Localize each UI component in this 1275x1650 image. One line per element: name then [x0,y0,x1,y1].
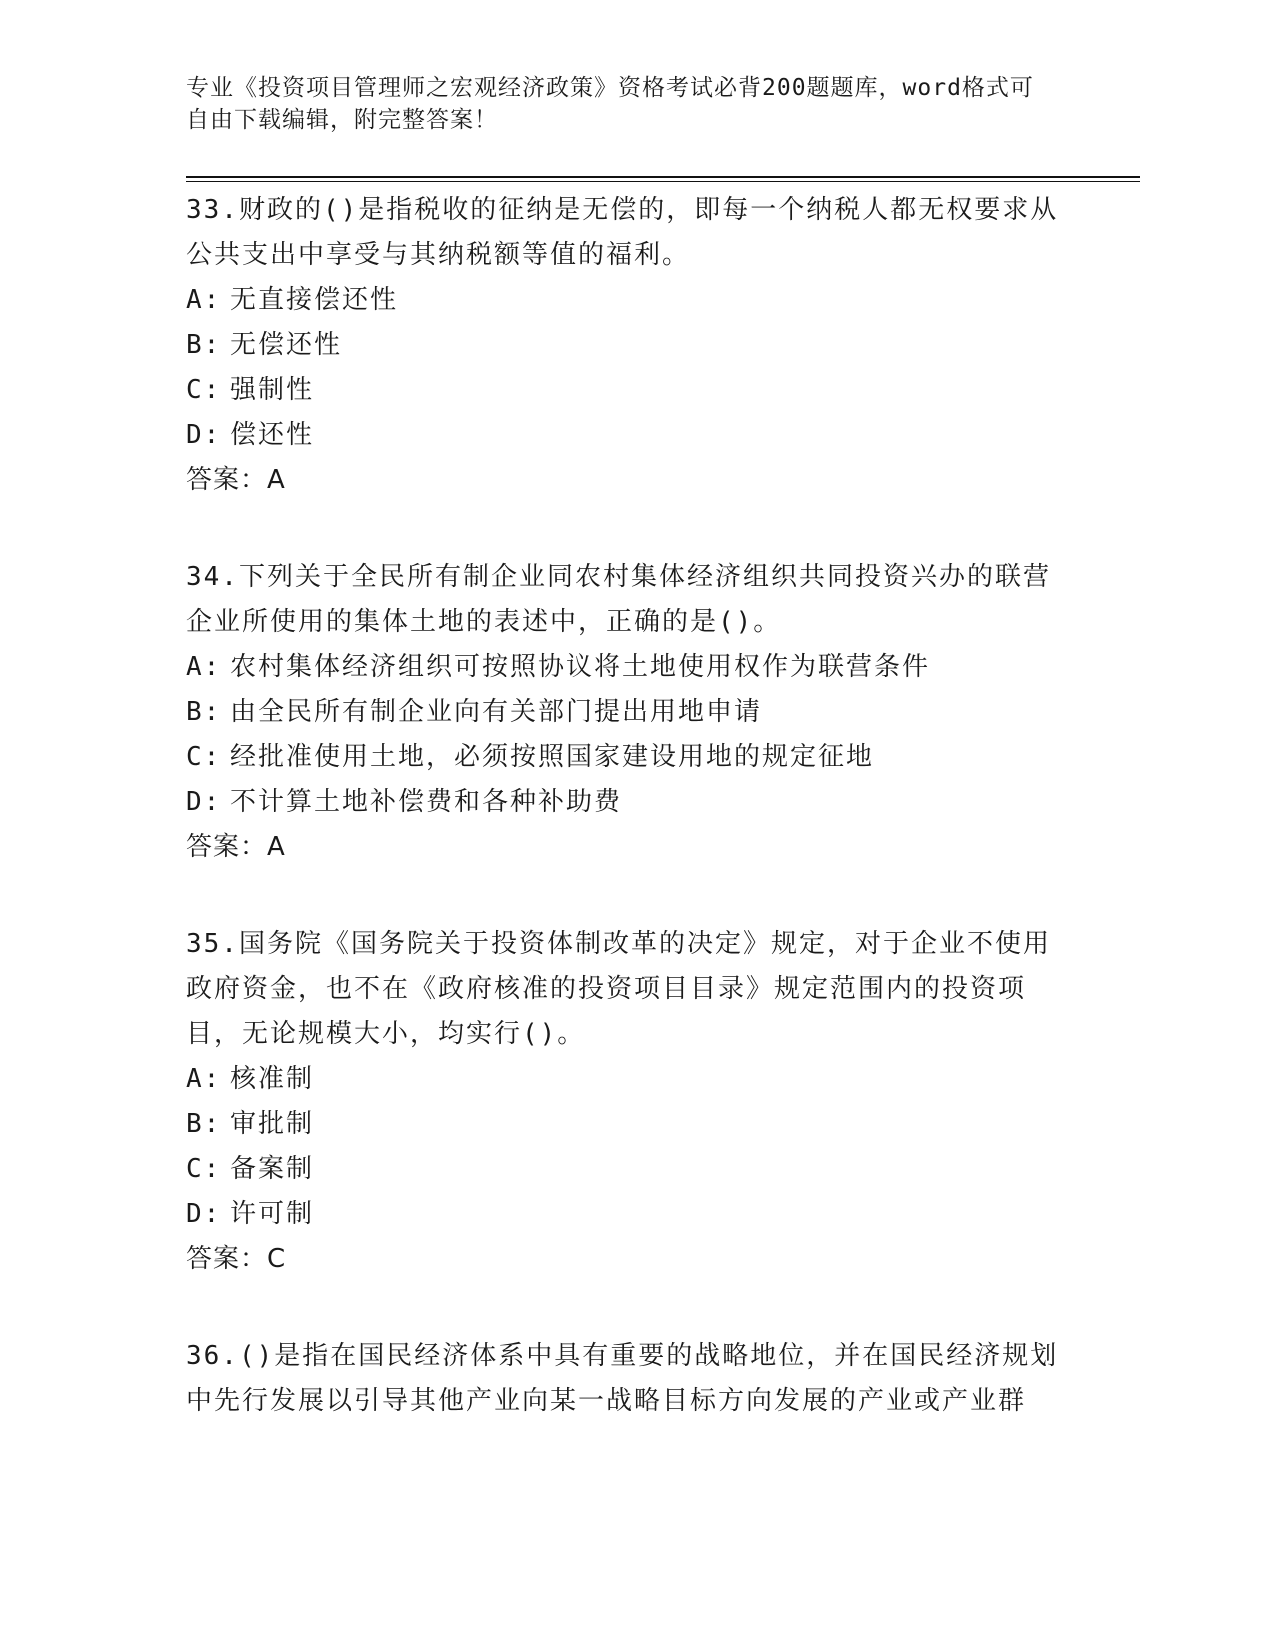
question-stem: 33.财政的()是指税收的征纳是无偿的，即每一个纳税人都无权要求从公共支出中享受与其纳税额等值的福利。 [186,195,1059,270]
option-text: 无偿还性 [230,330,343,360]
question-stem: 36.()是指在国民经济体系中具有重要的战略地位，并在国民经济规划中先行发展以引导其他产业向某一战略目标方向发展的产业或产业群 [186,1341,1059,1416]
header-title-line-2: 自由下载编辑，附完整答案！ [186,107,498,133]
answer-line: 答案：C [186,1244,287,1274]
option-text: 强制性 [230,375,315,405]
option-text: 无直接偿还性 [230,285,399,315]
option-a [186,645,1066,690]
option-b [186,1102,1066,1147]
question-34 [186,555,1066,870]
option-text: 经批准使用土地，必须按照国家建设用地的规定征地 [230,742,875,772]
option-b [186,690,1066,735]
option-d [186,780,1066,825]
question-stem: 34.下列关于全民所有制企业同农村集体经济组织共同投资兴办的联营企业所使用的集体土地的表述中，正确的是()。 [186,562,1051,637]
option-key: C: [186,1154,222,1184]
option-key: B: [186,697,222,727]
option-text: 由全民所有制企业向有关部门提出用地申请 [230,697,763,727]
header-divider-thick [186,176,1140,178]
question-35 [186,922,1066,1282]
option-text: 备案制 [230,1154,315,1184]
option-text: 农村集体经济组织可按照协议将土地使用权作为联营条件 [230,652,931,682]
option-key: A: [186,285,222,315]
option-c [186,1147,1066,1192]
option-text: 审批制 [230,1109,315,1139]
option-key: C: [186,375,222,405]
question-33 [186,188,1066,503]
option-key: B: [186,1109,222,1139]
option-text: 核准制 [230,1064,315,1094]
header-divider-thin [186,181,1140,182]
option-key: D: [186,787,222,817]
option-text: 偿还性 [230,420,315,450]
answer-line: 答案：A [186,832,286,862]
option-d [186,413,1066,458]
option-d [186,1192,1066,1237]
option-b [186,323,1066,368]
option-key: C: [186,742,222,772]
option-key: D: [186,1199,222,1229]
question-list [186,188,1066,1476]
document-header [186,72,1066,136]
option-key: B: [186,330,222,360]
question-stem: 35.国务院《国务院关于投资体制改革的决定》规定，对于企业不使用政府资金，也不在《政府核准的投资项目目录》规定范围内的投资项目，无论规模大小，均实行()。 [186,929,1051,1049]
option-a [186,1057,1066,1102]
header-title-line-1: 专业《投资项目管理师之宏观经济政策》资格考试必背200题题库，word格式可 [186,75,1034,101]
option-key: D: [186,420,222,450]
option-c [186,735,1066,780]
question-36 [186,1334,1066,1424]
option-text: 不计算土地补偿费和各种补助费 [230,787,623,817]
option-c [186,368,1066,413]
option-a [186,278,1066,323]
option-key: A: [186,652,222,682]
answer-line: 答案：A [186,465,286,495]
option-text: 许可制 [230,1199,315,1229]
option-key: A: [186,1064,222,1094]
